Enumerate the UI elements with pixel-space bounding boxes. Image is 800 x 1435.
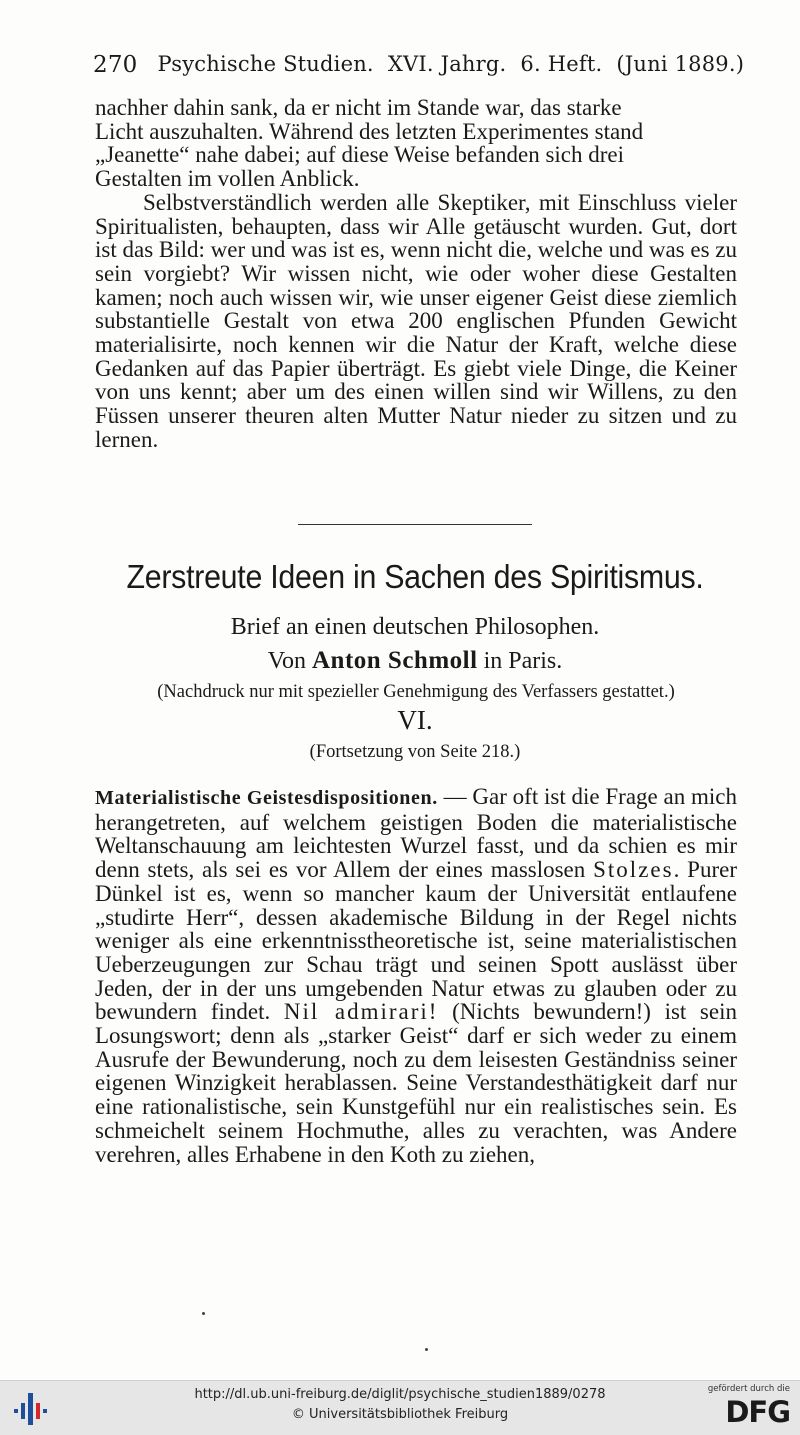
author-name: Anton Schmoll	[312, 647, 478, 674]
scan-speck	[202, 1312, 205, 1315]
article-title: Zerstreute Ideen in Sachen des Spiritismus.	[126, 558, 704, 595]
byline	[95, 647, 735, 675]
body-text-main	[95, 785, 737, 1166]
text-line: nachher dahin sank, da er nicht im Stande war, das starke	[95, 95, 622, 120]
dfg-logo[interactable]: DFG	[725, 1395, 790, 1429]
text-line: Gestalten im vollen Anblick.	[95, 166, 360, 192]
running-header	[93, 52, 743, 78]
scan-speck	[425, 1348, 428, 1351]
byline-prefix: Von	[267, 648, 306, 674]
byline-suffix: in Paris.	[483, 648, 563, 674]
volume-label: XVI. Jahrg.	[387, 52, 507, 76]
journal-title: Psychische Studien.	[157, 52, 374, 76]
issue-date: (Juni 1889.)	[616, 52, 745, 76]
article-subtitle: Brief an einen deutschen Philosophen.	[230, 614, 600, 640]
page-number: 270	[93, 52, 138, 78]
paragraph: Selbstverständlich werden alle Skeptiker, mit Einschluss vieler Spiritualisten, behaupten, dass wir Alle getäuscht wurden. Gut, dort ist das Bild: wer und was ist es, wenn nicht die, welche und was es zu sein vorgiebt? Wir wissen nicht, wie oder woher diese Gestalten kamen; noch auch wissen wir, wie unser eigener Geist diese ziemlich substantielle Gestalt von etwa 200 englischen Pfunden Gewicht materialisirte, noch kennen wir die Natur der Kraft, welche diese Gedanken auf das Papier überträgt. Es giebt viele Dinge, die Keiner von uns kennt; aber um des einen willen sind wir Willens, zu den Füssen unserer theuren alten Mutter Natur nieder zu sitzen und zu lernen.	[95, 189, 737, 452]
copyright-text: © Universitätsbibliothek Freiburg	[291, 1407, 509, 1422]
continuation-note: (Fortsetzung von Seite 218.)	[309, 742, 521, 762]
permalink-url[interactable]	[0, 1387, 800, 1402]
part-number: VI.	[397, 705, 433, 735]
body-text-top	[95, 96, 737, 452]
reprint-note: (Nachdruck nur mit spezieller Genehmigung des Verfassers gestattet.)	[157, 682, 675, 702]
text-line: „Jeanette“ nahe dabei; auf diese Weise befanden sich drei	[95, 142, 625, 168]
url-text[interactable]: http://dl.ub.uni-freiburg.de/diglit/psychische_studien1889/0278	[194, 1387, 606, 1402]
section-divider	[298, 524, 532, 525]
paragraph	[95, 785, 737, 1166]
text-run: — Gar oft ist die Frage an mich herangetreten, auf welchem geistigen Boden die materialistische Weltanschauung am leichtesten Wurzel fasst, und da schien es mir denn stets, als sei es vor Allem der eines masslosen	[95, 784, 738, 883]
issue-label: 6. Heft.	[520, 52, 603, 76]
emphasis-spaced: Stolzes	[593, 857, 674, 883]
viewer-footer	[0, 1380, 800, 1435]
emphasis-spaced: Nil admirari!	[283, 999, 439, 1025]
text-run: (Nichts bewundern!) ist sein Losungswort; denn als „starker Geist“ darf er sich weder zu einem Ausrufe der Bewunderung, noch zu dem leisesten Geständniss seiner eigenen Winzigkeit herablassen. Seine Verstandesthätigkeit darf nur eine rationalistische, sein Kunstgefühl nur ein realistisches sein. Es schmeichelt seinem Hochmuthe, alles zu verachten, was Andere verehren, alles Erhabene in den Koth zu ziehen,	[95, 999, 737, 1167]
section-keyword: Materialistische Geistesdispositionen.	[95, 787, 438, 809]
dfg-caption: gefördert durch die	[707, 1384, 790, 1394]
text-run: . Purer Dünkel ist es, wenn so mancher kaum der Universität entlaufene „studirte Herr“, dessen akademische Bildung in der Regel nichts weniger als eine erkenntnisstheoretische ist, seine materialistischen Ueberzeugungen zur Schau trägt und seinen Spott auslässt über Jeden, der in der uns umgebenden Natur etwas zu glauben oder zu bewundern findet.	[95, 857, 737, 1025]
text-line: Licht auszuhalten. Während des letzten Experimentes stand	[95, 118, 644, 144]
